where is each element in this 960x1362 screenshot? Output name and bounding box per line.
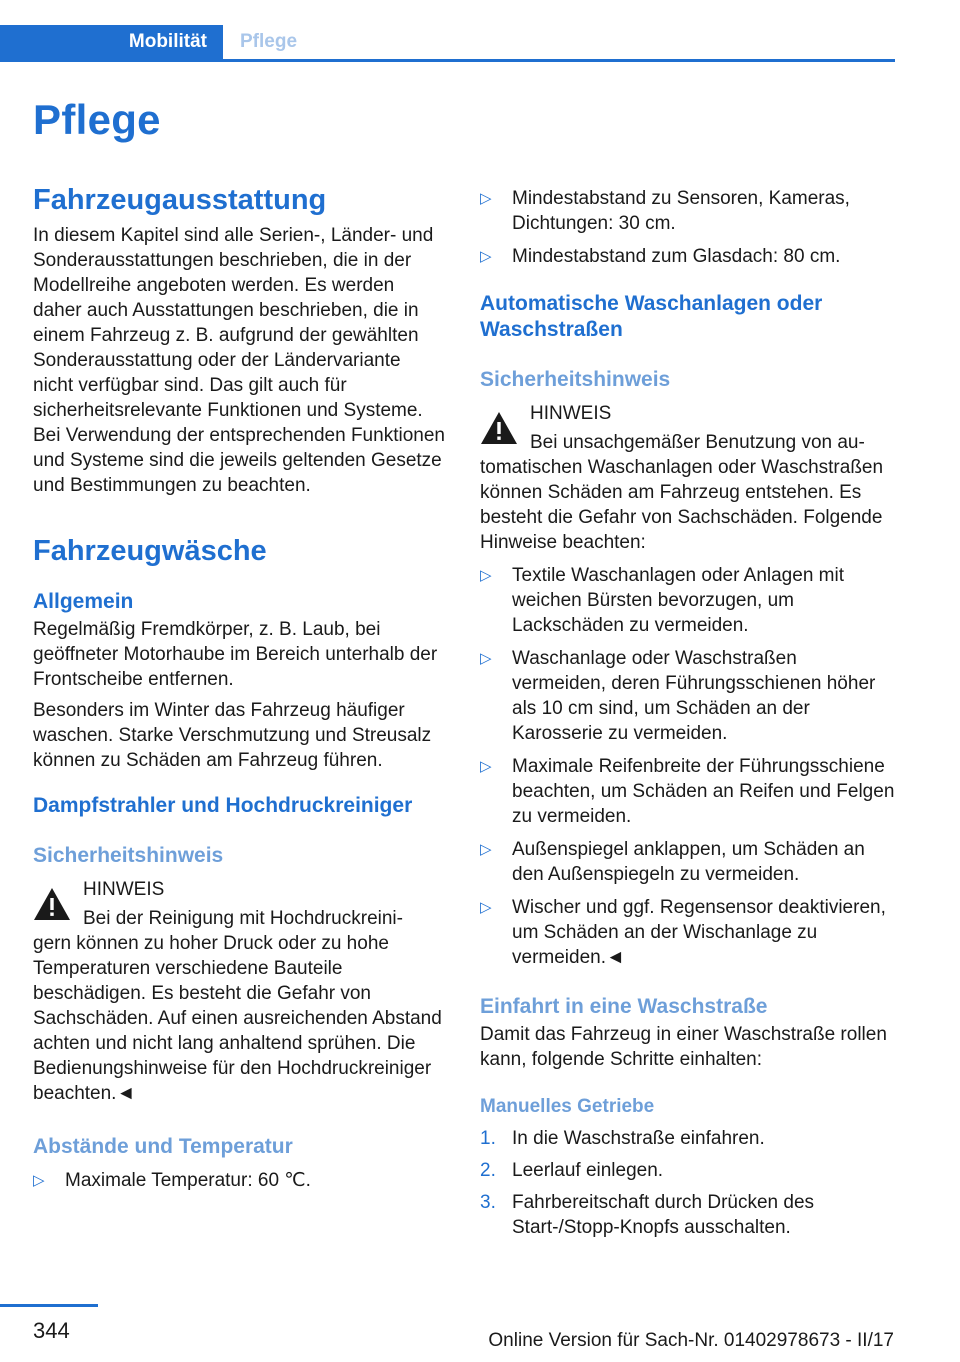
heading-abstaende: Abstände und Temperatur — [33, 1135, 293, 1158]
list-item: ▷ Außenspiegel anklappen, um Schäden an den Außenspiegeln zu vermeiden. — [480, 839, 865, 885]
triangle-bullet-icon: ▷ — [480, 899, 492, 916]
fahrzeugausstattung-text: In diesem Kapitel sind alle Serien-, Länder- und Sonderausstattungen beschrieben, die in der Modellreihe angeboten werden. Es werden daher auch Ausstattungen beschrieben, die in einem Fahrzeug z. B. aufgrund der gewählten Sonderausstattung oder der Ländervariante nicht verfügbar sind. Das gilt auch für sicherheitsrelevante Funktionen und Systeme. Bei Verwendung der entsprechenden Funktionen und Systeme sind die jeweils geltenden Gesetze und Bestimmungen zu beachten. — [33, 225, 445, 496]
triangle-bullet-icon: ▷ — [480, 758, 492, 775]
tab-mobilitaet[interactable]: Mobilität — [0, 25, 223, 59]
list-item: ▷ Mindestabstand zu Sensoren, Kameras, Dichtungen: 30 cm. — [480, 188, 850, 234]
heading-sicherheitshinweis-1: Sicherheitshinweis — [33, 844, 224, 867]
triangle-bullet-icon: ▷ — [480, 567, 492, 584]
left-column — [33, 180, 445, 1193]
warning-label: HINWEIS — [530, 403, 612, 424]
warning-text-first: Bei unsachgemäßer Benutzung von au- — [530, 432, 865, 453]
heading-manuelles-getriebe: Manuelles Getriebe — [480, 1096, 655, 1117]
heading-einfahrt: Einfahrt in eine Waschstraße — [480, 995, 768, 1018]
heading-fahrzeugwaesche: Fahrzeugwäsche — [33, 535, 267, 567]
warning-text-first: Bei der Reinigung mit Hochdruckreini- — [83, 908, 403, 929]
heading-fahrzeugausstattung: Fahrzeugausstattung — [33, 184, 327, 216]
step-number: 2. — [480, 1160, 496, 1181]
heading-waschanlagen: Automatische Waschanlagen oder Waschstraßen — [480, 292, 823, 341]
list-item: 3. Fahrbereitschaft durch Drücken des Start-/Stopp-Knopfs ausschalten. — [480, 1192, 815, 1238]
triangle-bullet-icon: ▷ — [33, 1172, 45, 1189]
step-number: 3. — [480, 1192, 496, 1213]
list-item: ▷ Textile Waschanlagen oder Anlagen mit weichen Bürsten bevorzugen, um Lackschäden zu vermeiden. — [480, 565, 844, 636]
list-item: ▷ Maximale Temperatur: 60 ℃. — [33, 1170, 311, 1191]
list-item: 2. Leerlauf einlegen. — [480, 1160, 664, 1181]
right-column — [480, 180, 895, 1240]
warning-triangle-icon — [480, 411, 518, 445]
tab-pflege[interactable]: Pflege — [240, 31, 298, 52]
heading-sicherheitshinweis-2: Sicherheitshinweis — [480, 368, 671, 391]
triangle-bullet-icon: ▷ — [480, 841, 492, 858]
warning-triangle-icon — [33, 887, 71, 921]
triangle-bullet-icon: ▷ — [480, 248, 492, 265]
page-title: Pflege — [33, 96, 161, 143]
chapter-tabbar — [0, 25, 895, 62]
einfahrt-text: Damit das Fahrzeug in einer Waschstraße rollen kann, folgende Schritte einhalten: — [480, 1024, 887, 1070]
warning-block-dampfstrahler — [33, 877, 445, 1106]
triangle-bullet-icon: ▷ — [480, 650, 492, 667]
abstaende-list-right — [480, 186, 895, 269]
heading-allgemein: Allgemein — [33, 590, 134, 613]
warning-block-waschanlagen — [480, 401, 895, 555]
page-number: 344 — [33, 1318, 70, 1343]
list-item: ▷ Waschanlage oder Waschstraßen vermeiden, deren Führungsschienen höher als 10 cm sind, um Schäden an der Karosserie zu vermeiden. — [480, 648, 876, 744]
warning-text-rest: tomatischen Waschanlagen oder Waschstraßen können Schäden am Fahrzeug entstehen. Es besteht die Gefahr von Sachschäden. Folgende Hinweise beachten: — [480, 457, 884, 553]
footer-version-text: Online Version für Sach-Nr. 01402978673 - II/17 — [488, 1330, 894, 1351]
warning-label: HINWEIS — [83, 879, 165, 900]
abstaende-list-left — [33, 1168, 445, 1193]
waschanlagen-list — [480, 563, 895, 970]
triangle-bullet-icon: ▷ — [480, 190, 492, 207]
step-number: 1. — [480, 1128, 496, 1149]
heading-dampfstrahler: Dampfstrahler und Hochdruckreiniger — [33, 794, 413, 817]
manuell-steps-list — [480, 1126, 895, 1240]
allgemein-paragraph-1: Regelmäßig Fremdkörper, z. B. Laub, bei geöffneter Motorhaube im Bereich unterhalb der Frontscheibe entfernen. — [33, 619, 438, 690]
footer-rule — [0, 1304, 98, 1307]
list-item: 1. In die Waschstraße einfahren. — [480, 1128, 765, 1149]
allgemein-paragraph-2: Besonders im Winter das Fahrzeug häufiger waschen. Starke Verschmutzung und Streusalz können zu Schäden am Fahrzeug führen. — [33, 700, 432, 771]
list-item: ▷ Mindestabstand zum Glasdach: 80 cm. — [480, 246, 841, 267]
warning-text-rest: gern können zu hoher Druck oder zu hohe Temperaturen verschiedene Bauteile beschädigen. Es besteht die Gefahr von Sachschäden. Auf einen ausreichenden Abstand achten und nicht lang anhaltend sprühen. Die Bedienungshinweise für den Hochdruckreiniger beachten.◄ — [33, 933, 442, 1104]
list-item: ▷ Wischer und ggf. Regensensor deaktivieren, um Schäden an der Wischanlage zu vermeiden.◄ — [480, 897, 886, 968]
list-item: ▷ Maximale Reifenbreite der Führungsschiene beachten, um Schäden an Reifen und Felgen zu vermeiden. — [480, 756, 895, 827]
